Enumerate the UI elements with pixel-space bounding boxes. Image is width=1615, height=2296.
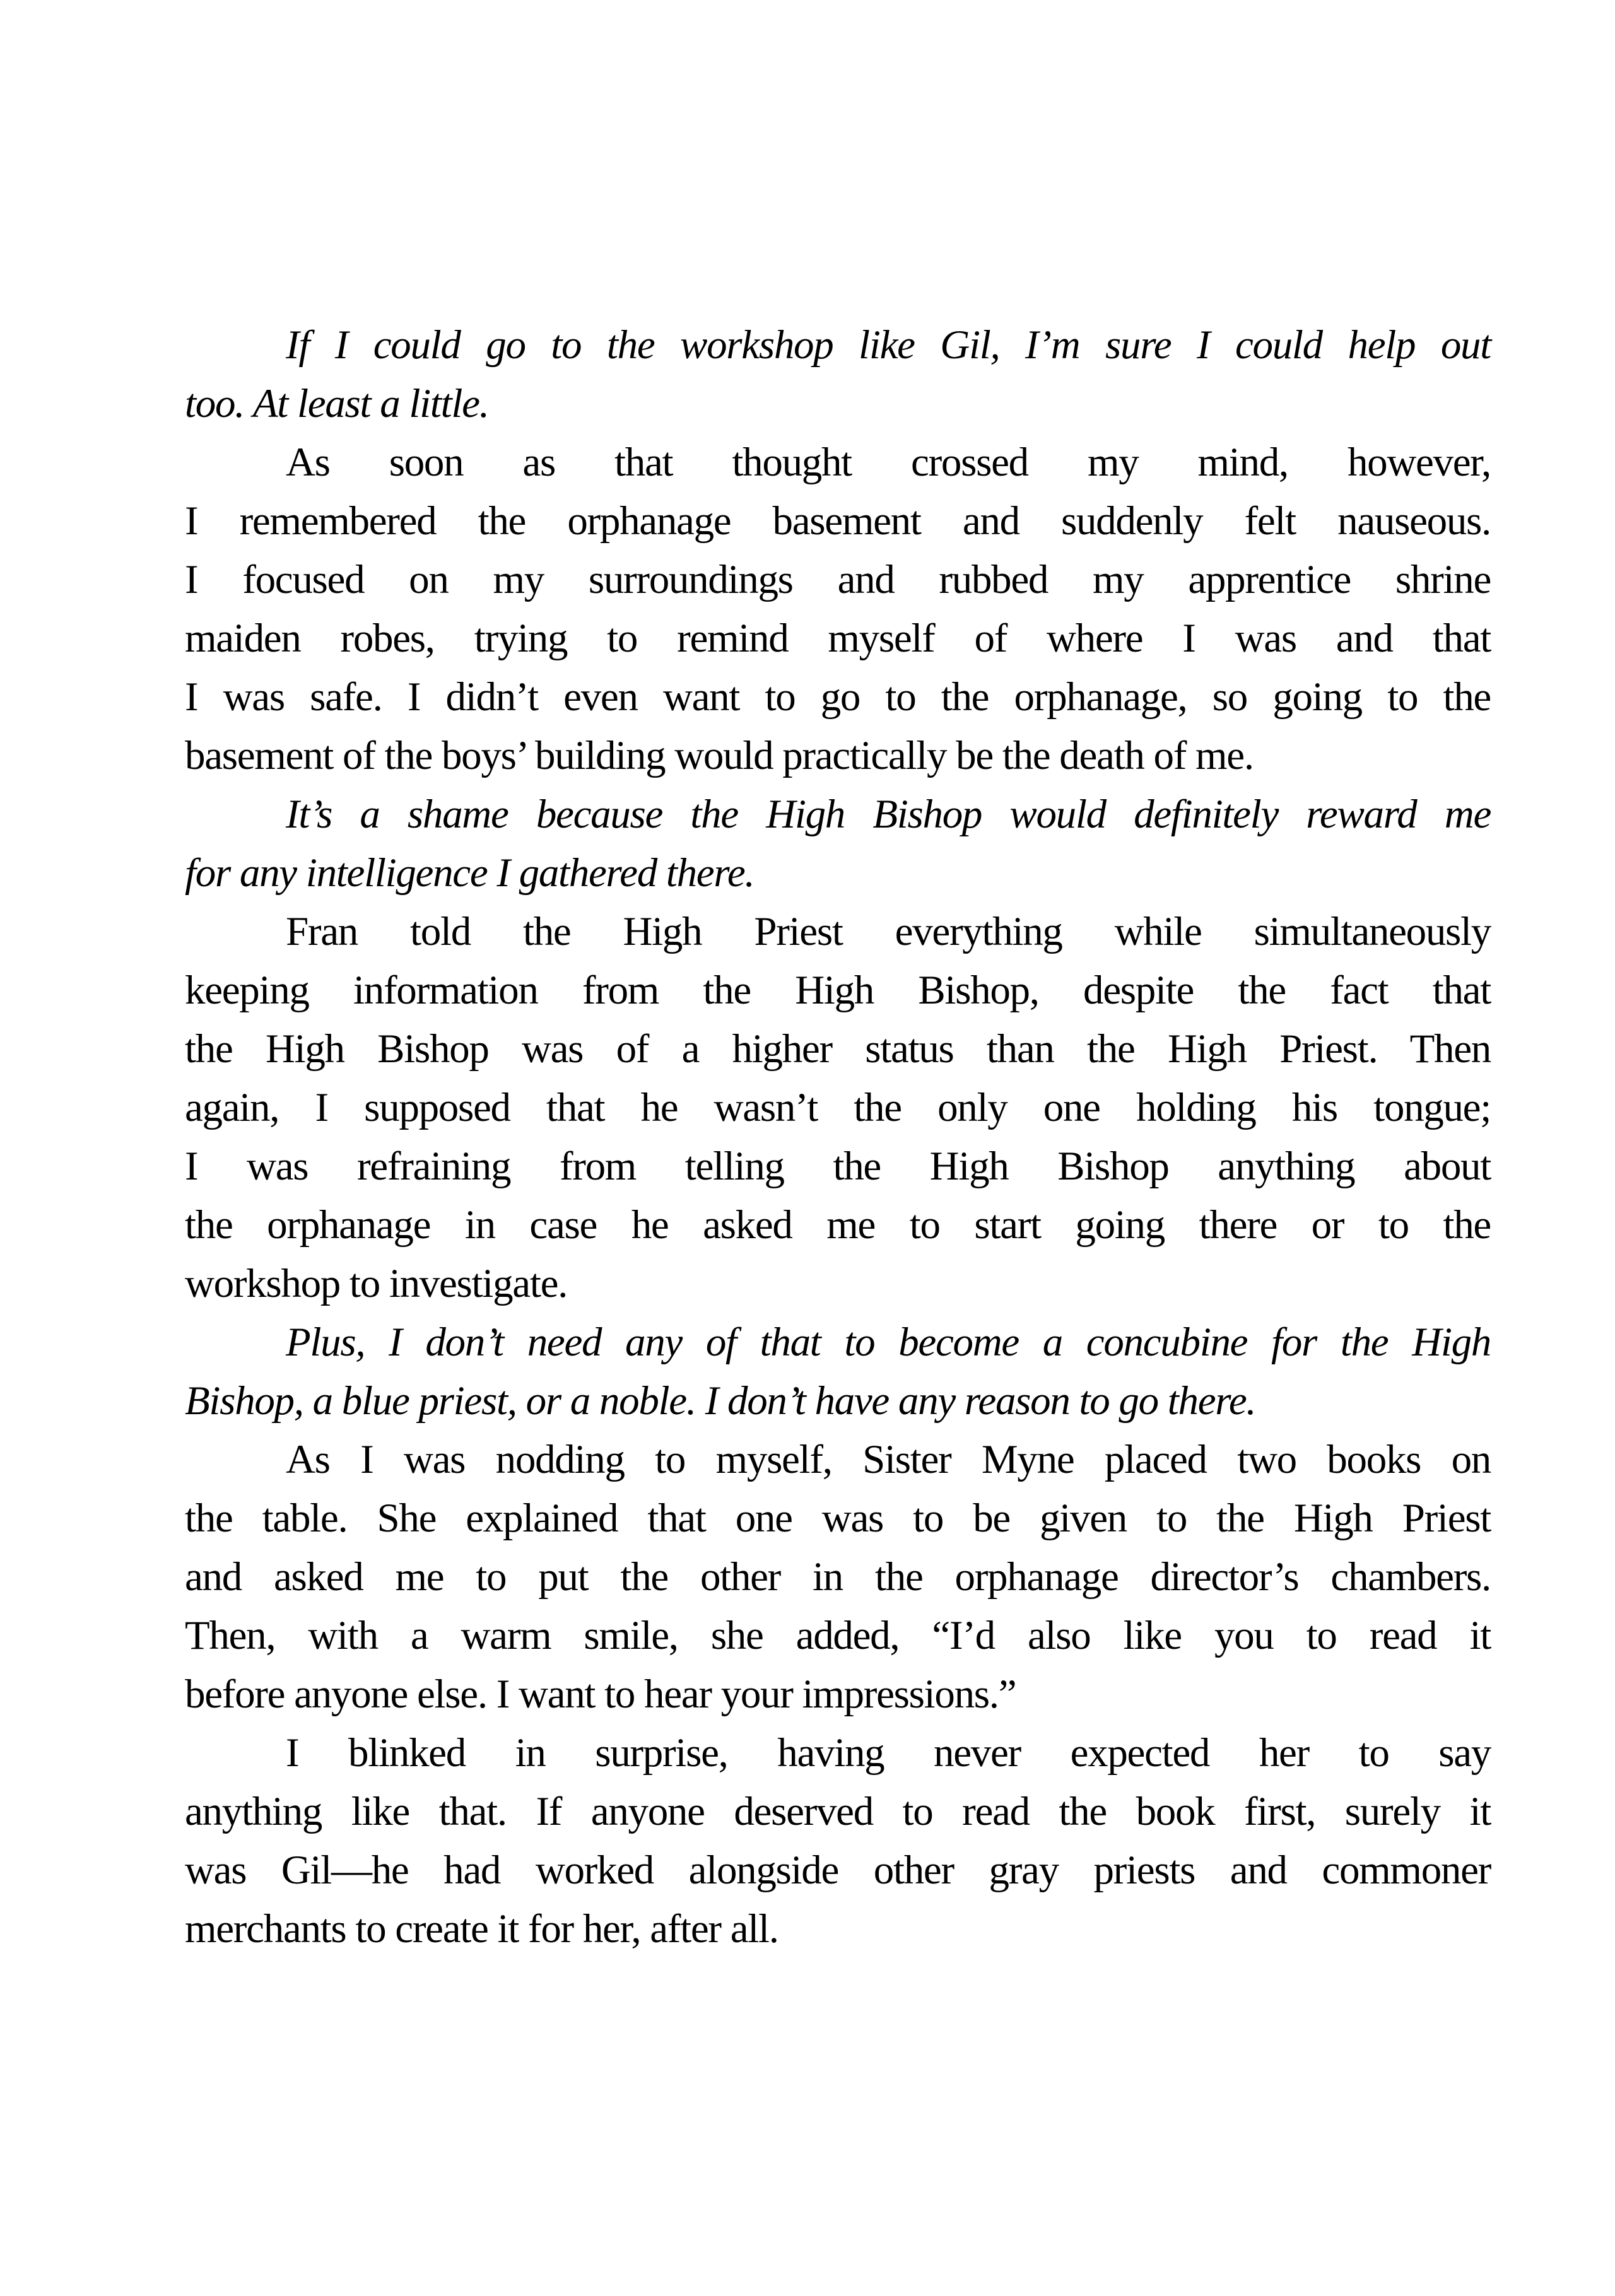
text-line: for any intelligence I gathered there.	[185, 850, 755, 896]
paragraph	[185, 1313, 1491, 1431]
text-line: the table. She explained that one was to be given to the High Priest	[185, 1496, 1491, 1541]
text-line: too. At least a little.	[185, 381, 489, 426]
text-line: keeping information from the High Bishop, despite the fact that	[185, 968, 1491, 1013]
paragraph	[185, 903, 1491, 1313]
text-line: was Gil—he had worked alongside other gray priests and commoner	[185, 1848, 1491, 1893]
text-line: It’s a shame because the High Bishop would definitely reward me	[286, 792, 1491, 837]
book-page	[185, 316, 1491, 1959]
text-line: As soon as that thought crossed my mind, however,	[286, 440, 1491, 485]
paragraph	[185, 785, 1491, 903]
paragraph	[185, 316, 1491, 433]
paragraph	[185, 1724, 1491, 1959]
text-line: I was refraining from telling the High Bishop anything about	[185, 1144, 1491, 1189]
text-line: I remembered the orphanage basement and suddenly felt nauseous.	[185, 498, 1491, 544]
text-line: workshop to investigate.	[185, 1261, 568, 1306]
text-line: the orphanage in case he asked me to start going there or to the	[185, 1202, 1491, 1248]
text-line: merchants to create it for her, after all.	[185, 1906, 778, 1952]
text-line: Fran told the High Priest everything while simultaneously	[286, 909, 1491, 954]
text-line: before anyone else. I want to hear your impressions.”	[185, 1672, 1016, 1717]
text-line: I was safe. I didn’t even want to go to the orphanage, so going to the	[185, 674, 1491, 720]
text-line: As I was nodding to myself, Sister Myne placed two books on	[286, 1437, 1491, 1482]
text-line: I focused on my surroundings and rubbed my apprentice shrine	[185, 557, 1491, 602]
paragraph	[185, 433, 1491, 785]
text-line: I blinked in surprise, having never expected her to say	[286, 1730, 1491, 1776]
text-line: again, I supposed that he wasn’t the only one holding his tongue;	[185, 1085, 1491, 1130]
paragraph	[185, 1431, 1491, 1724]
text-line: If I could go to the workshop like Gil, I’m sure I could help out	[286, 322, 1491, 368]
text-line: anything like that. If anyone deserved to read the book first, surely it	[185, 1789, 1491, 1834]
text-line: Plus, I don’t need any of that to become a concubine for the High	[286, 1320, 1491, 1365]
text-line: the High Bishop was of a higher status than the High Priest. Then	[185, 1026, 1491, 1072]
text-line: basement of the boys’ building would practically be the death of me.	[185, 733, 1254, 778]
text-line: Bishop, a blue priest, or a noble. I don’t have any reason to go there.	[185, 1378, 1256, 1424]
text-line: and asked me to put the other in the orphanage director’s chambers.	[185, 1554, 1491, 1600]
text-line: Then, with a warm smile, she added, “I’d also like you to read it	[185, 1613, 1491, 1658]
text-line: maiden robes, trying to remind myself of where I was and that	[185, 616, 1491, 661]
